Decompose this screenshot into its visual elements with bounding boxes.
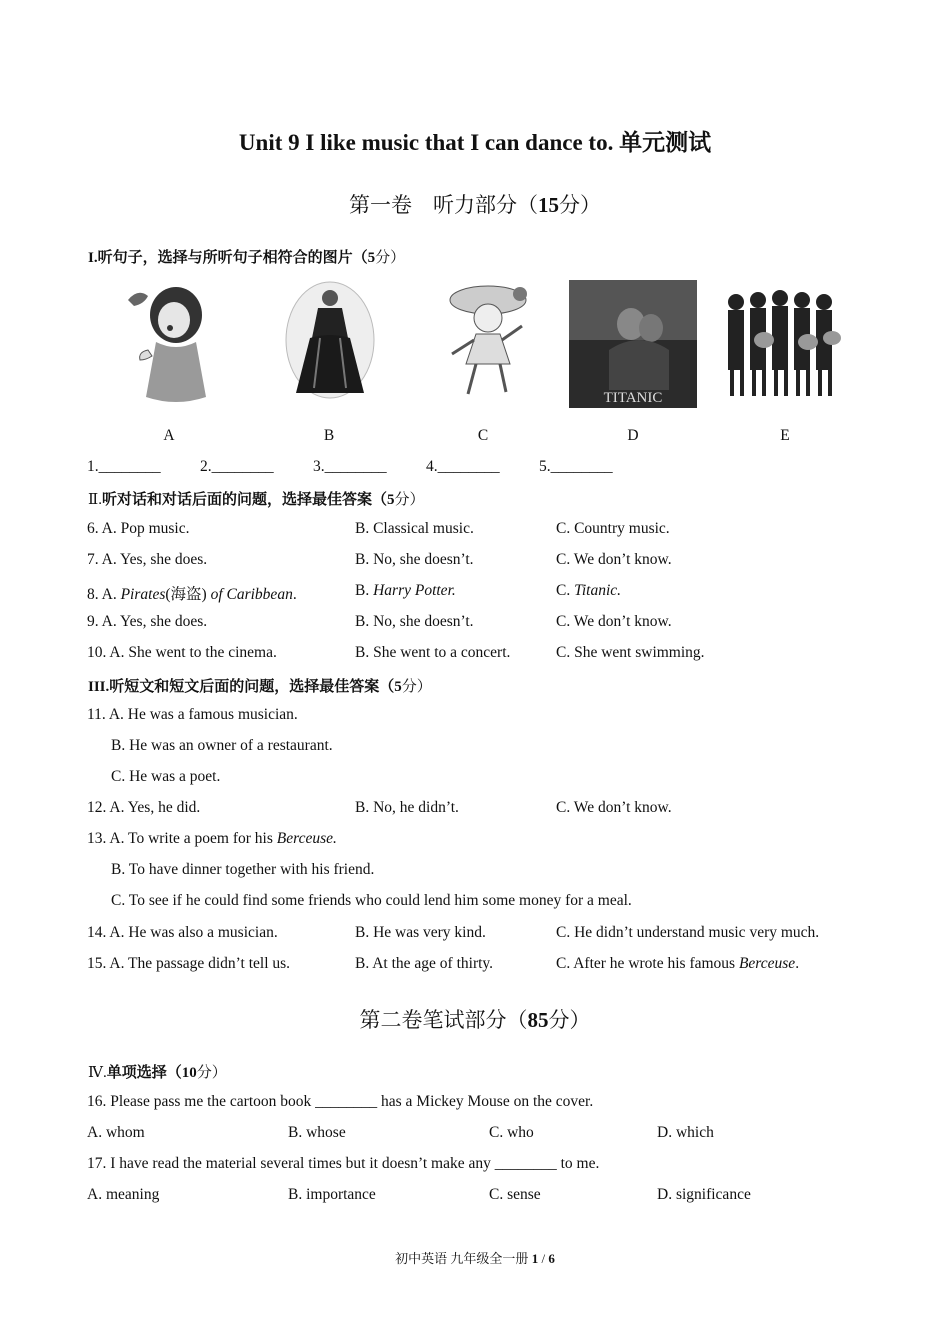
- question-14-c: C. He didn’t understand music very much.: [556, 924, 820, 941]
- titanic-movie-picture: [569, 280, 697, 408]
- band-musicians-picture: [720, 280, 850, 405]
- picture-label-a: A: [163, 427, 175, 444]
- question-14-b: B. He was very kind.: [355, 924, 486, 941]
- titanic-caption: TITANIC: [603, 390, 663, 406]
- singing-woman-picture: [108, 280, 228, 405]
- question-9-b: B. No, she doesn’t.: [355, 613, 474, 630]
- victorian-lady-picture: [280, 280, 380, 405]
- question-6-b: B. Classical music.: [355, 520, 474, 537]
- question-8-c: C. Titanic.: [556, 582, 622, 599]
- section4-heading: Ⅳ.单项选择（10分）: [88, 1065, 227, 1081]
- question-10-c: C. She went swimming.: [556, 644, 705, 661]
- question-7-a: 7. A. Yes, she does.: [87, 551, 208, 568]
- answer-blank[interactable]: 3.________: [313, 458, 387, 475]
- dancing-girl-picture: [438, 280, 538, 405]
- question-10-a: 10. A. She went to the cinema.: [87, 644, 277, 661]
- question-17-stem: 17. I have read the material several times but it doesn’t make any ________ to me.: [87, 1155, 600, 1172]
- question-11-c: C. He was a poet.: [111, 768, 221, 785]
- section2-heading: Ⅱ.听对话和对话后面的问题，选择最佳答案（5分）: [88, 492, 425, 508]
- answer-blank[interactable]: 1.________: [87, 458, 161, 475]
- picture-label-e: E: [780, 427, 790, 444]
- question-13-b: B. To have dinner together with his friend.: [111, 861, 375, 878]
- question-6-c: C. Country music.: [556, 520, 670, 537]
- answer-blank[interactable]: 5.________: [539, 458, 613, 475]
- question-16-option-d: D. which: [657, 1124, 714, 1141]
- question-7-b: B. No, she doesn’t.: [355, 551, 474, 568]
- question-8-a: 8. A. Pirates(海盗) of Caribbean.: [87, 586, 297, 603]
- question-12-c: C. We don’t know.: [556, 799, 672, 816]
- part1-heading: 第一卷 听力部分（15分）: [349, 193, 601, 217]
- question-11-b: B. He was an owner of a restaurant.: [111, 737, 333, 754]
- question-12-b: B. No, he didn’t.: [355, 799, 459, 816]
- question-13-c: C. To see if he could find some friends who could lend him some money for a meal.: [111, 892, 632, 909]
- question-15-a: 15. A. The passage didn’t tell us.: [87, 955, 291, 972]
- question-13-a: 13. A. To write a poem for his Berceuse.: [87, 830, 337, 847]
- answer-blank[interactable]: 2.________: [200, 458, 274, 475]
- question-15-b: B. At the age of thirty.: [355, 955, 494, 972]
- question-9-a: 9. A. Yes, she does.: [87, 613, 208, 630]
- question-8-b: B. Harry Potter.: [355, 582, 456, 599]
- section1-heading: I.听句子，选择与所听句子相符合的图片（5分）: [88, 250, 406, 266]
- question-16-option-a: A. whom: [87, 1124, 145, 1141]
- page-title: Unit 9 I like music that I can dance to. 单元测试: [238, 130, 712, 155]
- question-7-c: C. We don’t know.: [556, 551, 672, 568]
- part2-heading: 第二卷笔试部分（85分）: [359, 1008, 591, 1032]
- picture-label-d: D: [627, 427, 639, 444]
- question-12-a: 12. A. Yes, he did.: [87, 799, 201, 816]
- question-16-option-c: C. who: [489, 1124, 534, 1141]
- question-17-option-c: C. sense: [489, 1186, 541, 1203]
- question-9-c: C. We don’t know.: [556, 613, 672, 630]
- section3-heading: III.听短文和短文后面的问题，选择最佳答案（5分）: [88, 679, 432, 695]
- question-11-a: 11. A. He was a famous musician.: [87, 706, 298, 723]
- picture-label-c: C: [477, 427, 489, 444]
- picture-label-b: B: [323, 427, 335, 444]
- question-10-b: B. She went to a concert.: [355, 644, 511, 661]
- question-6-a: 6. A. Pop music.: [87, 520, 190, 537]
- question-17-option-b: B. importance: [288, 1186, 376, 1203]
- question-16-stem: 16. Please pass me the cartoon book ________ has a Mickey Mouse on the cover.: [87, 1093, 594, 1110]
- question-17-option-a: A. meaning: [87, 1186, 160, 1203]
- answer-blank[interactable]: 4.________: [426, 458, 500, 475]
- question-17-option-d: D. significance: [657, 1186, 751, 1203]
- picture-row: [100, 280, 860, 410]
- question-15-c: C. After he wrote his famous Berceuse.: [556, 955, 800, 972]
- question-14-a: 14. A. He was also a musician.: [87, 924, 278, 941]
- page-footer: 初中英语 九年级全一册 1 / 6: [395, 1251, 555, 1266]
- question-16-option-b: B. whose: [288, 1124, 346, 1141]
